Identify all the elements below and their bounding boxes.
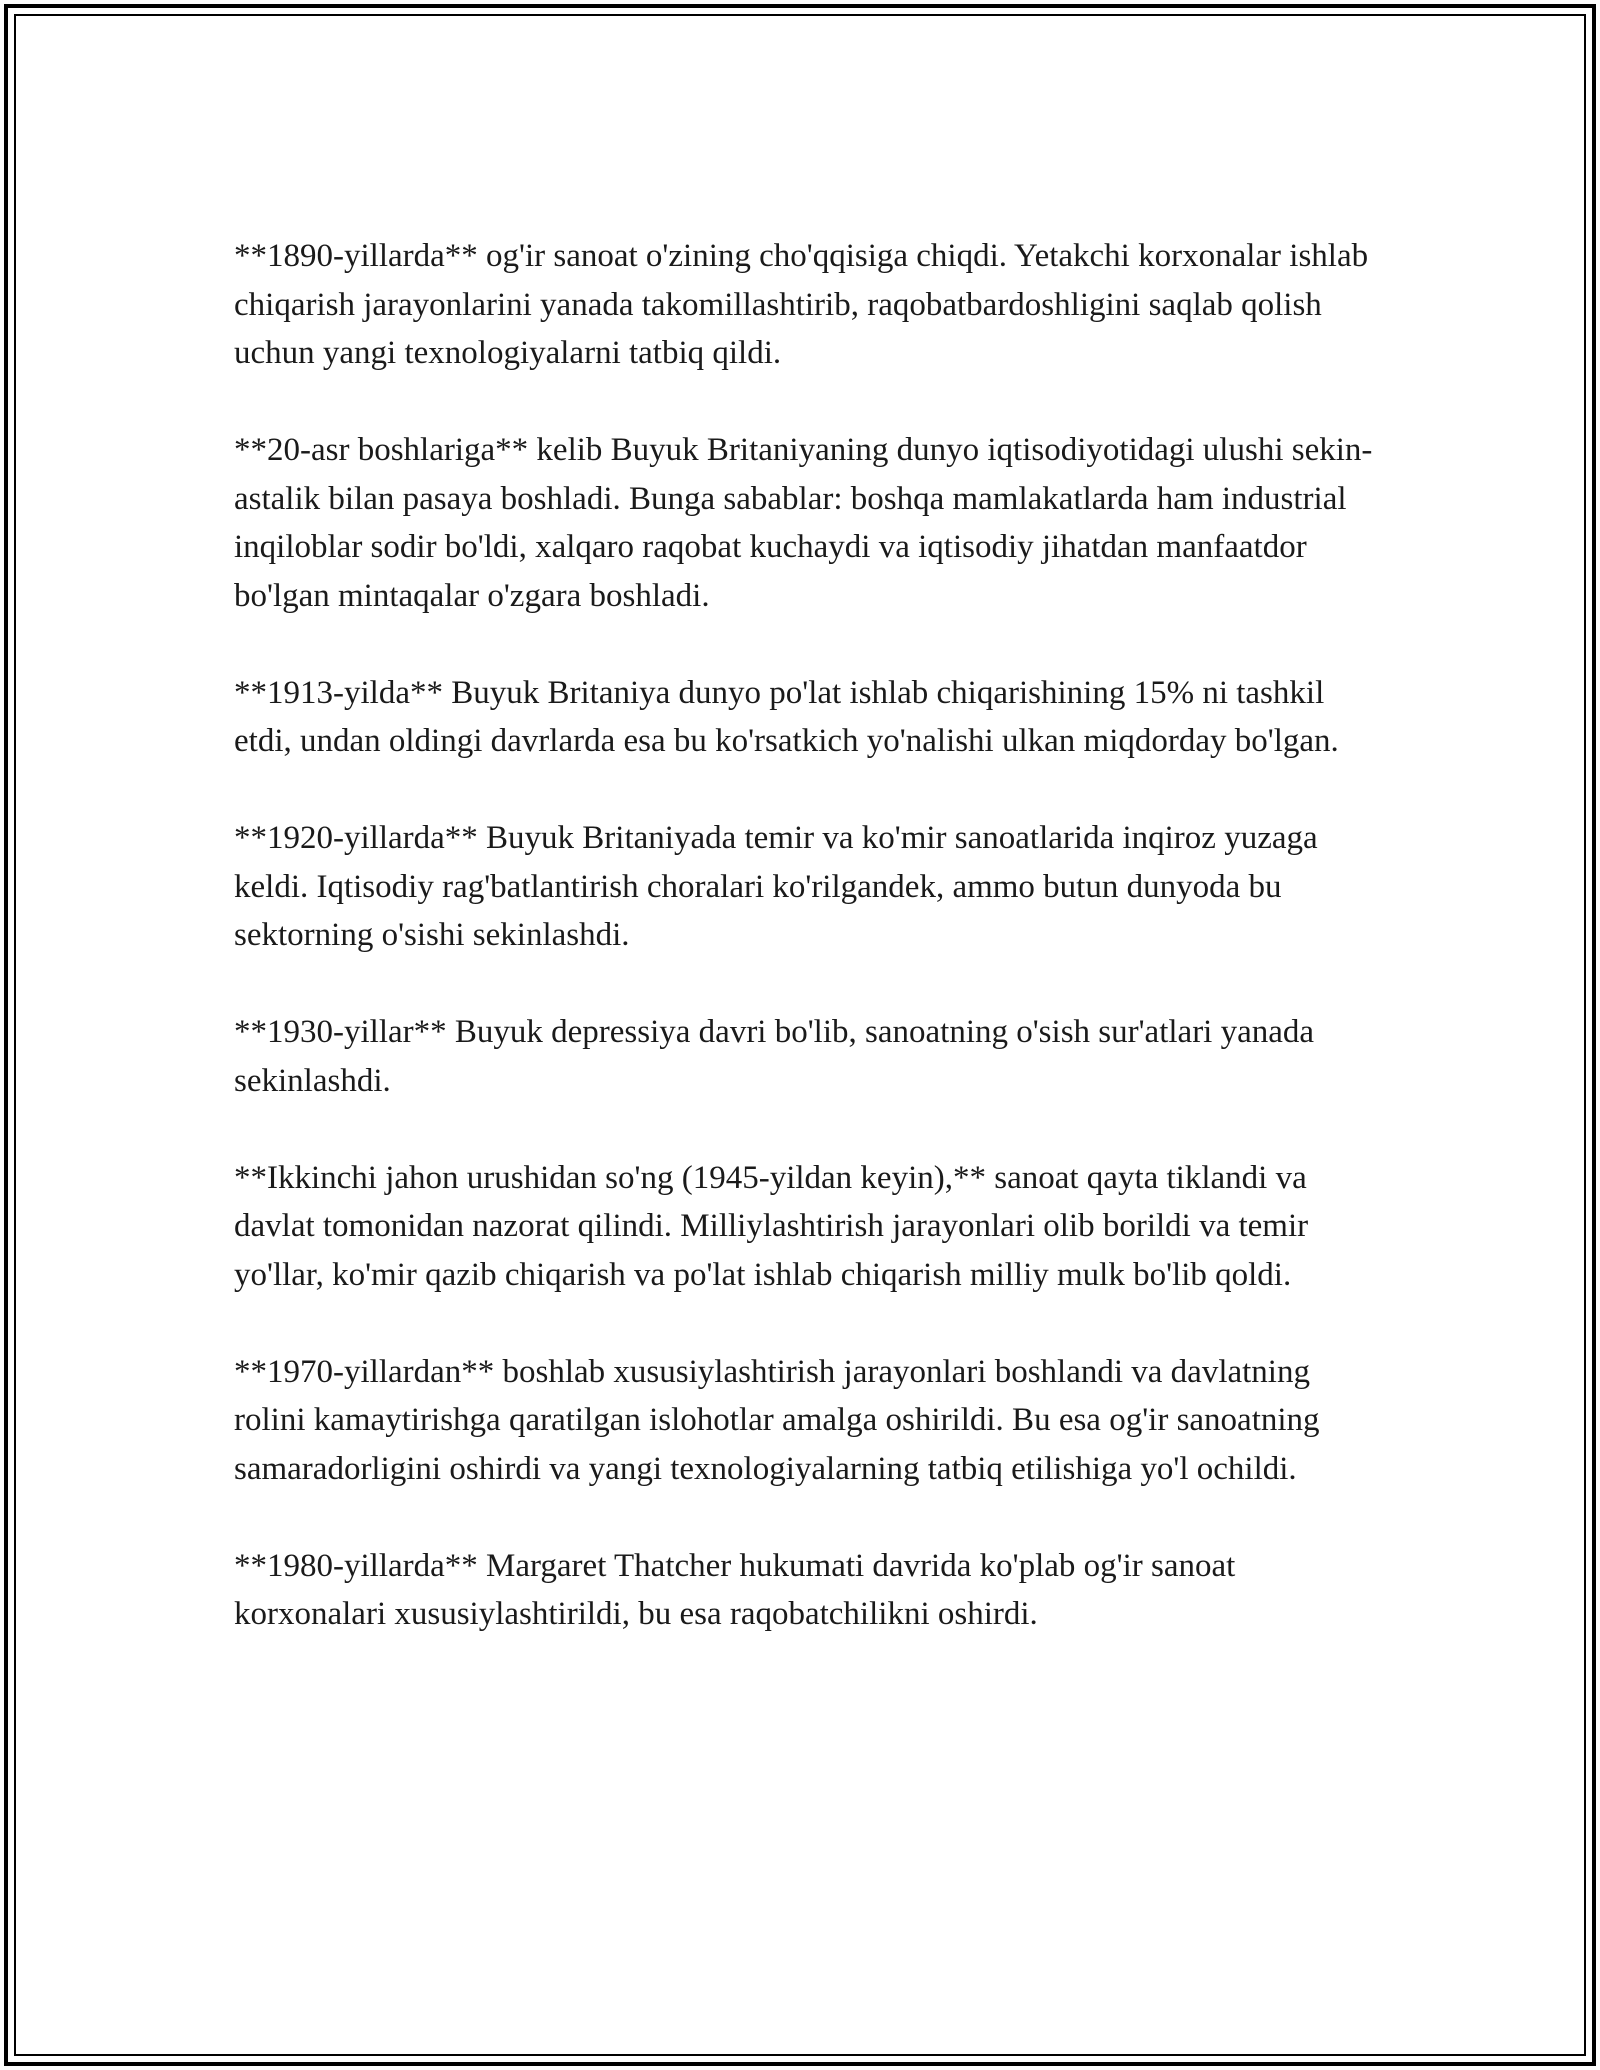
paragraph-1970s: **1970-yillardan** boshlab xususiylashtirish jarayonlari boshlandi va davlatning rolini kamaytirishga qaratilgan islohotlar amalga oshirildi. Bu esa og'ir sanoatning samaradorligini oshirdi va yangi texnologiyalarning tatbiq etilishiga yo'l ochildi. xyxy=(234,1353,1320,1487)
paragraph-early-20th-century: **20-asr boshlariga** kelib Buyuk Britaniyaning dunyo iqtisodiyotidagi ulushi sekin-astalik bilan pasaya boshladi. Bunga sabablar: boshqa mamlakatlarda ham industrial inqiloblar sodir bo'ldi, xalqaro raqobat kuchaydi va iqtisodiy jihatdan manfaatdor bo'lgan mintaqalar o'zgara boshladi. xyxy=(234,432,1373,614)
document-body xyxy=(234,232,1384,1687)
paragraph-1920s: **1920-yillarda** Buyuk Britaniyada temir va ko'mir sanoatlarida inqiroz yuzaga keldi. Iqtisodiy rag'batlantirish choralari ko'rilgandek, ammo butun dunyoda bu sektorning o'sishi sekinlashdi. xyxy=(234,820,1318,953)
paragraph-post-ww2: **Ikkinchi jahon urushidan so'ng (1945-yildan keyin),** sanoat qayta tiklandi va davlat tomonidan nazorat qilindi. Milliylashtirish jarayonlari olib borildi va temir yo'llar, ko'mir qazib chiqarish va po'lat ishlab chiqarish milliy mulk bo'lib qoldi. xyxy=(234,1159,1309,1293)
paragraph-1913: **1913-yilda** Buyuk Britaniya dunyo po'lat ishlab chiqarishining 15% ni tashkil etdi, undan oldingi davrlarda esa bu ko'rsatkich yo'nalishi ulkan miqdorday bo'lgan. xyxy=(234,674,1339,759)
paragraph-1890s: **1890-yillarda** og'ir sanoat o'zining cho'qqisiga chiqdi. Yetakchi korxonalar ishlab chiqarish jarayonlarini yanada takomillashtirib, raqobatbardoshligini saqlab qolish uchun yangi texnologiyalarni tatbiq qildi. xyxy=(234,238,1369,371)
paragraph-1930s: **1930-yillar** Buyuk depressiya davri bo'lib, sanoatning o'sish sur'atlari yanada sekinlashdi. xyxy=(234,1014,1315,1099)
paragraph-1980s: **1980-yillarda** Margaret Thatcher hukumati davrida ko'plab og'ir sanoat korxonalari xususiylashtirildi, bu esa raqobatchilikni oshirdi. xyxy=(234,1547,1236,1632)
